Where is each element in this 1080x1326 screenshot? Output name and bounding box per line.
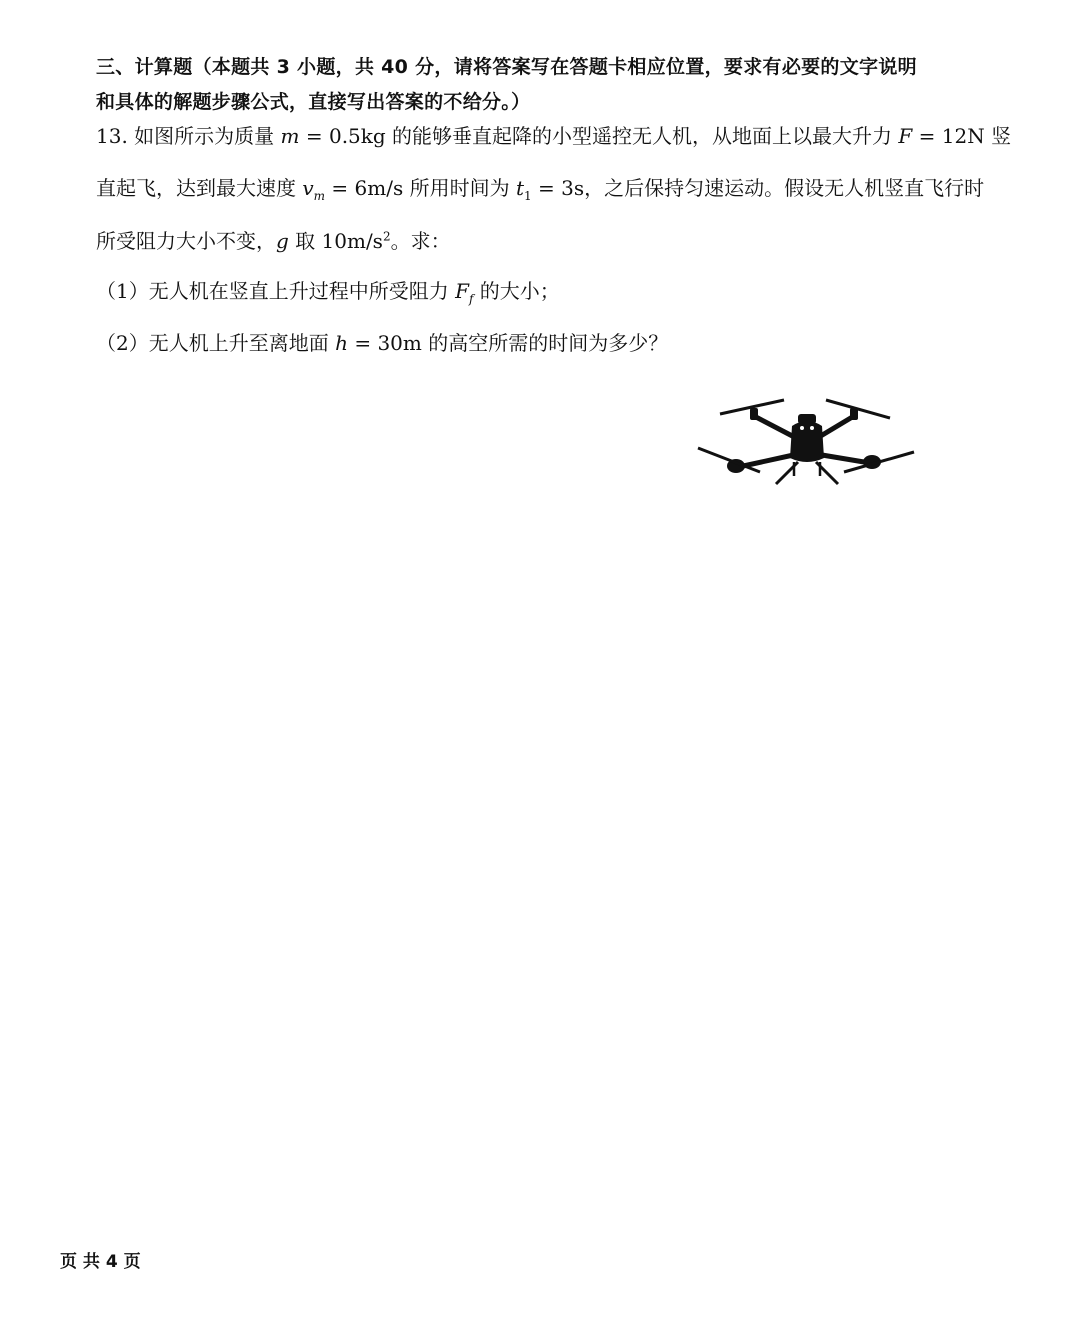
text-run: = 6m/s 所用时间为 <box>325 176 516 200</box>
text-run: = 0.5kg 的能够垂直起降的小型遥控无人机，从地面上以最大升力 <box>299 124 899 148</box>
question-line-2 <box>96 173 984 203</box>
text-run: 13. 如图所示为质量 <box>96 124 281 148</box>
text-run: 的大小； <box>473 279 560 303</box>
text-run: 所受阻力大小不变， <box>96 229 276 253</box>
subscript-1: 1 <box>524 189 532 203</box>
variable-m: m <box>280 124 300 148</box>
subscript-f: f <box>468 292 474 306</box>
variable-t: t <box>515 176 524 200</box>
text-run: = 12N 竖 <box>912 124 1012 148</box>
question-line-1 <box>96 121 1011 151</box>
text-run: （2）无人机上升至离地面 <box>96 331 336 355</box>
page-footer: 页 共 4 页 <box>60 1252 141 1272</box>
drone-illustration <box>694 392 918 492</box>
variable-h: h <box>335 331 348 355</box>
section-heading: 三、计算题（本题共 3 小题，共 40 分，请将答案写在答题卡相应位置，要求有必要的文字说明和具体的解题步骤公式，直接写出答案的不给分。） <box>96 56 917 113</box>
variable-F: F <box>898 124 913 148</box>
text-run: 。求： <box>390 229 451 253</box>
subscript-m: m <box>313 189 326 203</box>
superscript-2: 2 <box>382 229 391 244</box>
text-run: （1）无人机在竖直上升过程中所受阻力 <box>96 279 456 303</box>
variable-g: g <box>276 229 289 253</box>
text-run: = 3s，之后保持匀速运动。假设无人机竖直飞行时 <box>531 176 985 200</box>
text-run: 直起飞，达到最大速度 <box>96 176 303 200</box>
sub-question-2 <box>96 328 668 358</box>
sub-question-1 <box>96 276 560 306</box>
variable-F: F <box>455 279 469 303</box>
text-run: 取 10m/s <box>288 229 383 253</box>
variable-v: v <box>302 176 314 200</box>
text-run: = 30m 的高空所需的时间为多少？ <box>347 331 669 355</box>
question-line-3 <box>96 226 451 256</box>
